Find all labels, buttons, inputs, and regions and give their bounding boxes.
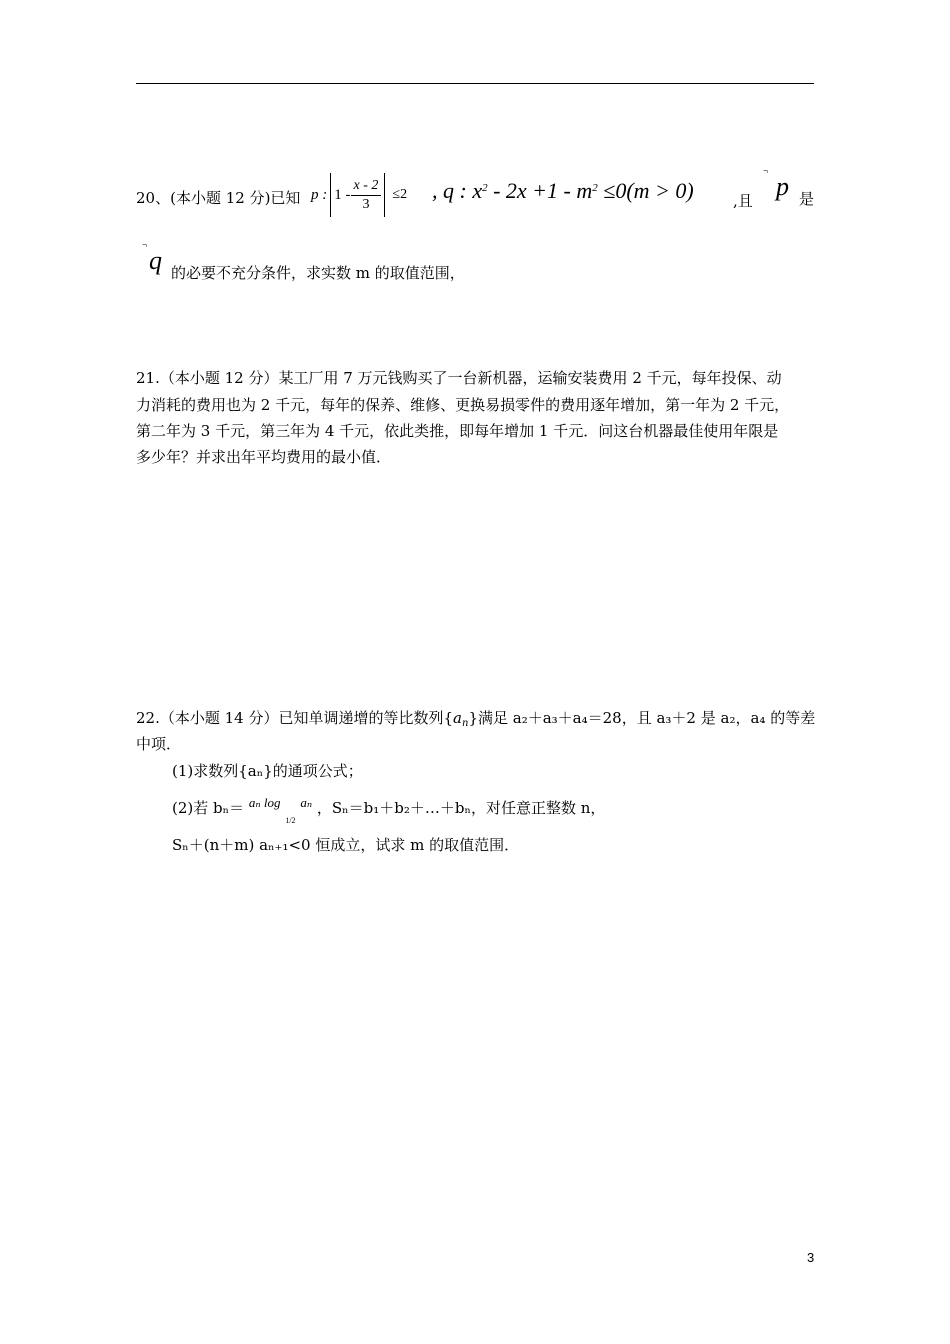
q20-q-sup: 2 (482, 182, 488, 194)
q20-qie: ,且 (733, 192, 753, 210)
q21-line2: 力消耗的费用也为 2 千元，每年的保养、维修、更换易损零件的费用逐年增加，第一年为 2 千元， (136, 396, 790, 414)
q22-line1-b: }满足 (468, 709, 513, 727)
q20-p-big: p (776, 172, 789, 201)
q22-part3: Sₙ＋(n＋m) aₙ₊₁<0 恒成立，试求 m 的取值范围． (172, 836, 520, 854)
q22-an: a (453, 709, 462, 727)
q20-prefix: 20、(本小题 12 分)已知 (136, 189, 301, 207)
q22-log-base: 1/2 (285, 816, 296, 825)
header-rule (136, 83, 814, 84)
q20-frac-den: 3 (362, 196, 370, 212)
q21-line1: 21.（本小题 12 分）某工厂用 7 万元钱购买了一台新机器，运输安装费用 2 千元，每年投保、动 (136, 369, 782, 387)
q22-eq: a₂＋a₃＋a₄＝28，且 a₃＋2 是 a₂，a₄ 的等差 (512, 709, 816, 727)
q22-line1-a: 22.（本小题 14 分）已知单调递增的等比数列{ (136, 709, 454, 727)
q20-q-condition (432, 178, 694, 204)
page-number: 3 (807, 1250, 815, 1265)
q22-n: n (461, 718, 469, 729)
abs-bar-left (330, 173, 331, 217)
q21-line3: 第二年为 3 千元，第三年为 4 千元，依此类推，即每年增加 1 千元．问这台机器最佳使用年限是 (136, 422, 779, 440)
q20-tail: 的必要不充分条件，求实数 m 的取值范围， (171, 264, 465, 282)
q20-neg2: ¬ (142, 240, 148, 250)
q20-q-big: q (149, 246, 162, 275)
q22-part2-a: (2)若 bₙ＝ (172, 799, 245, 817)
q20-le2: ≤2 (392, 187, 408, 202)
q20-q-part3: ≤0(m > 0) (597, 178, 694, 203)
q22-part2 (172, 795, 605, 825)
q20-q-sup2: 2 (592, 182, 598, 194)
q22-line2: 中项． (136, 735, 182, 753)
q20-q-part1: , q : x (432, 178, 483, 203)
q22-log-arg: aₙ (300, 795, 313, 810)
q20-p-condition (311, 170, 407, 220)
q22-part2-b: ，Sₙ＝b₁＋b₂＋…＋bₙ，对任意正整数 n， (316, 799, 606, 817)
q20-q-part2: - 2x +1 - m (487, 178, 593, 203)
q22-log: aₙ log (248, 795, 281, 810)
q21-line4: 多少年？并求出年平均费用的最小值． (136, 448, 392, 466)
abs-bar-right (384, 173, 385, 217)
q20-fraction (351, 177, 382, 214)
q22-part1: (1)求数列{aₙ}的通项公式； (172, 762, 363, 780)
q20-neg: ¬ (763, 166, 769, 176)
q20-frac-num: x - 2 (351, 177, 382, 196)
q20-abs-one: 1 - (334, 186, 351, 203)
q20-p-label: p : (311, 186, 328, 203)
q22-line1 (136, 707, 815, 729)
q20-shi: 是 (799, 190, 815, 208)
